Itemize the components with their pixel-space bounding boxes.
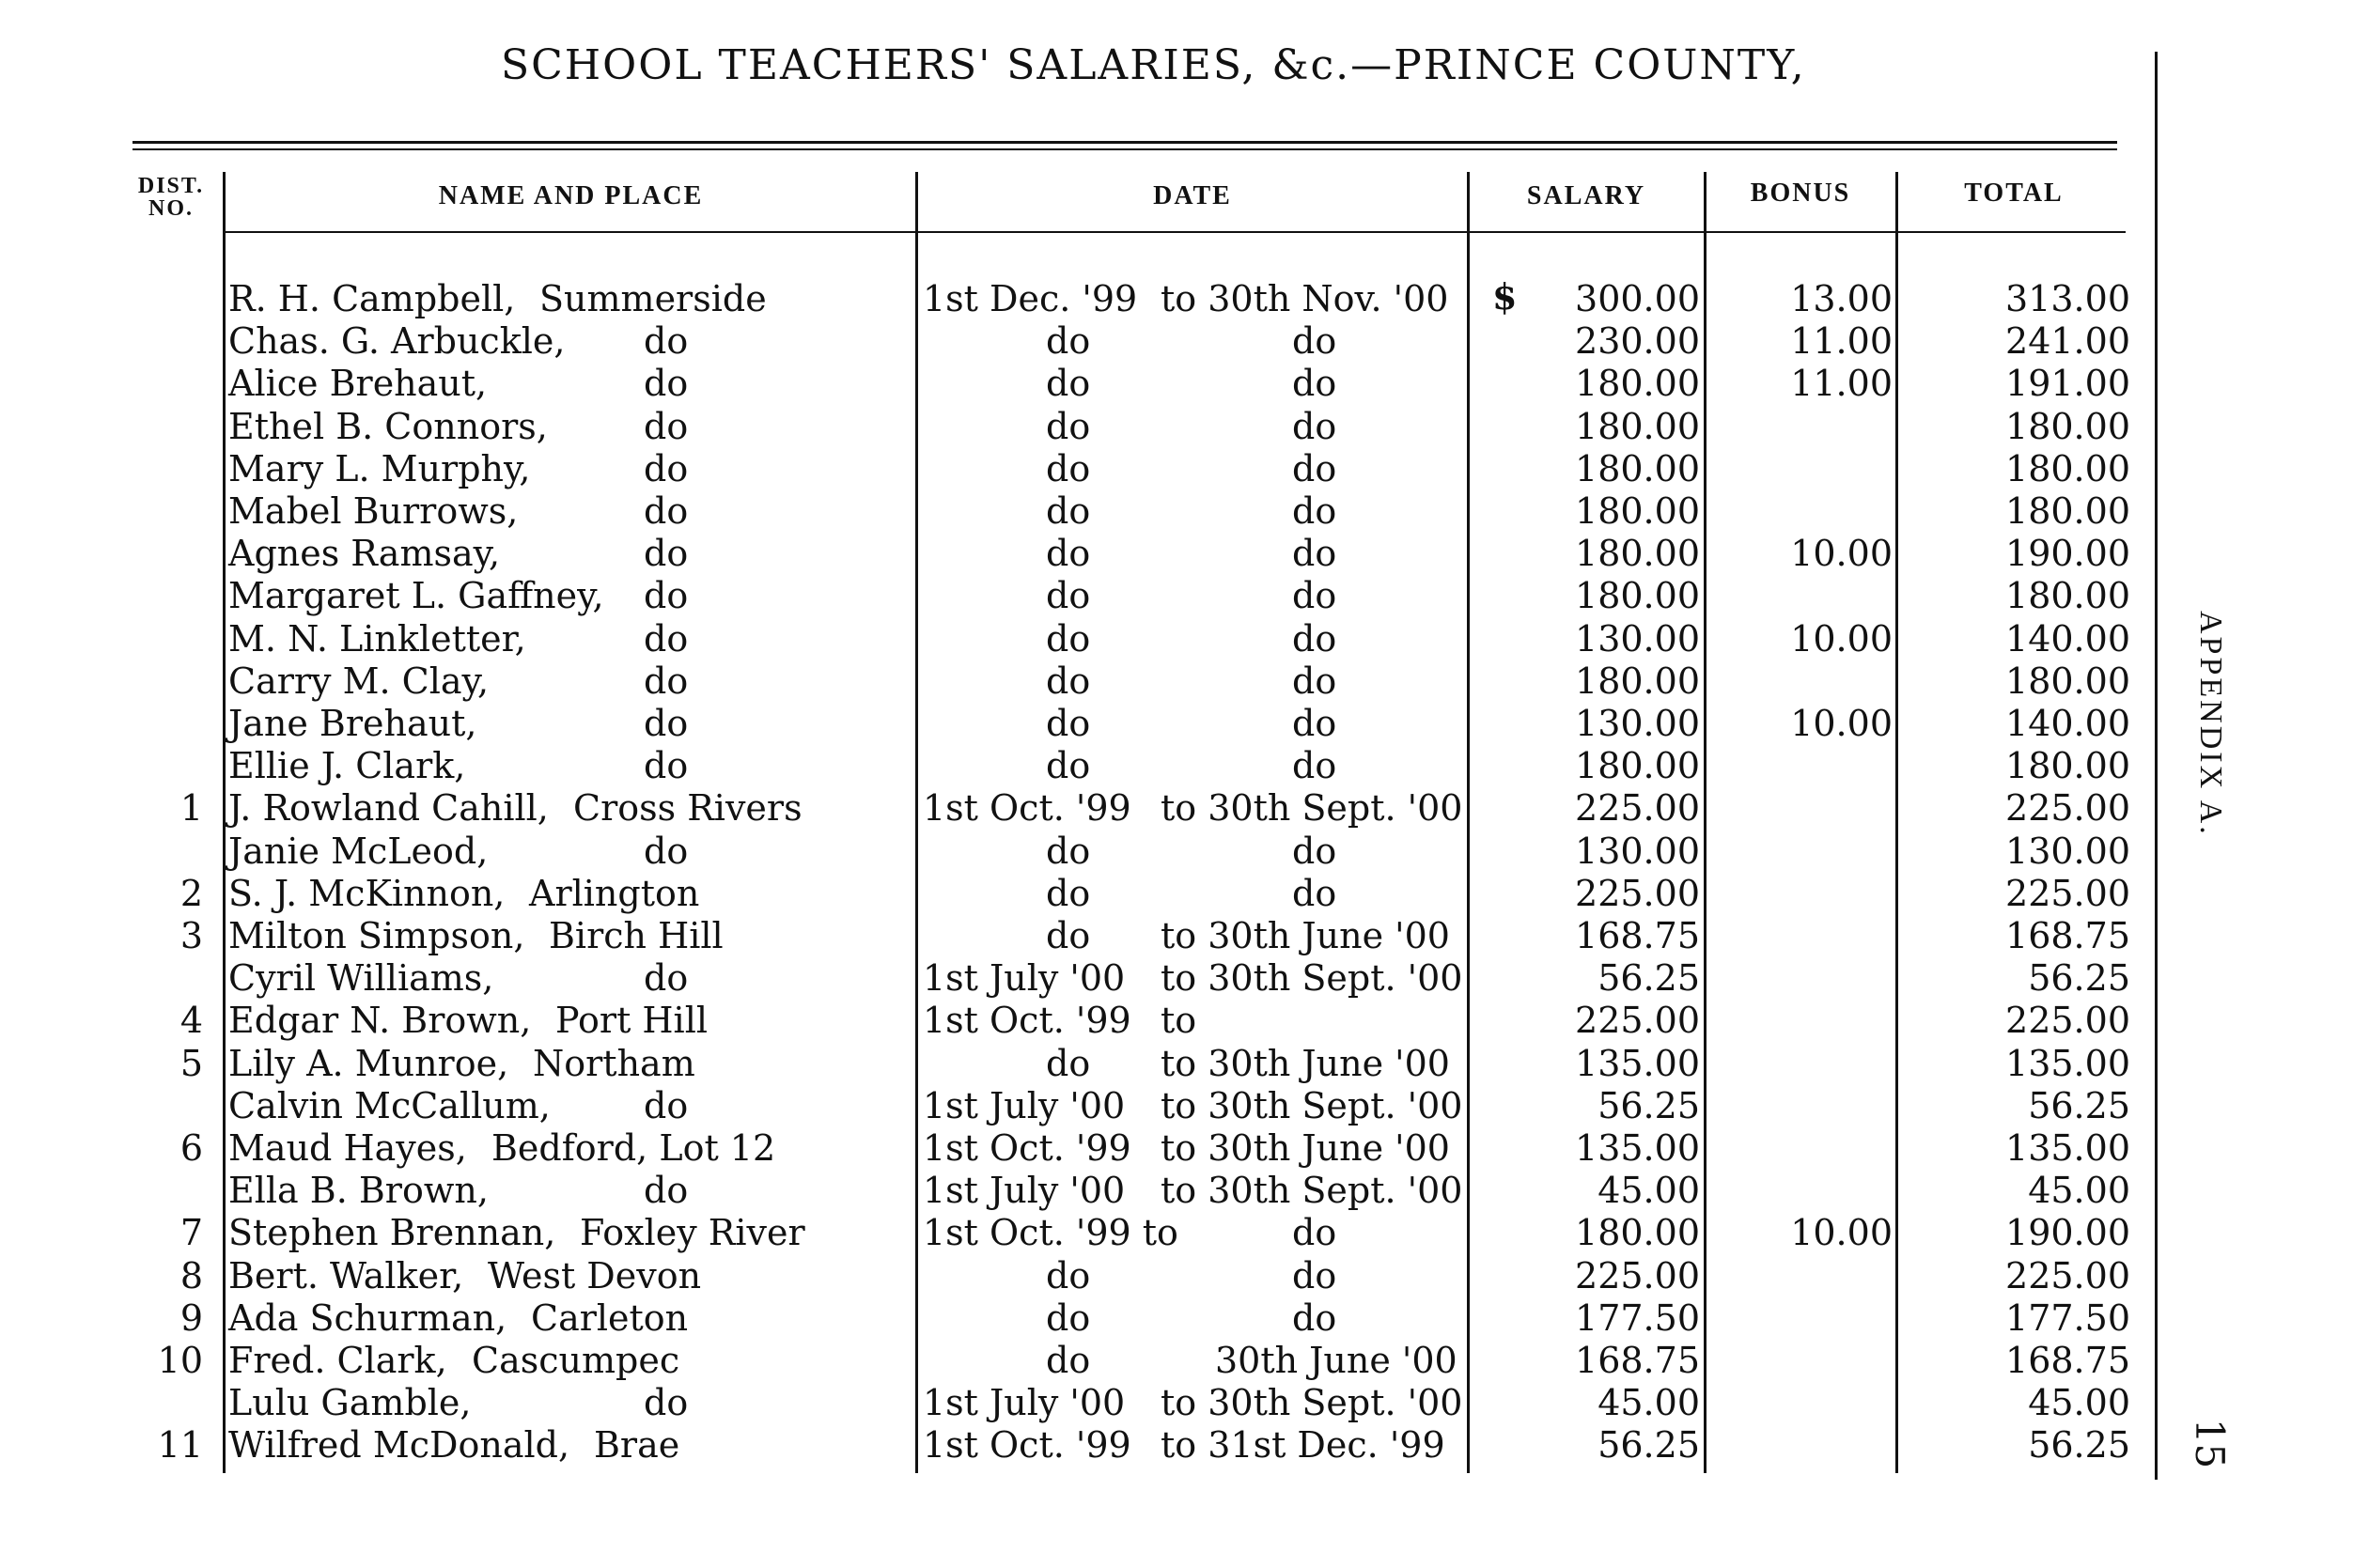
total-value: 56.25 [2028,957,2130,1000]
date-to: to 30th Sept. '00 [1161,957,1463,1000]
teacher-name: Cyril Williams, [228,957,494,1000]
total-value: 180.00 [2005,490,2130,532]
teacher-name: Ellie J. Clark, [228,745,466,787]
date-to: do [1292,617,1337,660]
total-value: 241.00 [2005,320,2130,363]
total-value: 135.00 [2005,1042,2130,1084]
table-row [0,787,2369,830]
total-value: 225.00 [2005,1254,2130,1296]
date-to: do [1292,575,1337,617]
table-row [0,1127,2369,1170]
teacher-name: Maud Hayes, [228,1127,467,1169]
total-value: 190.00 [2005,1212,2130,1254]
salary-value: 225.00 [1575,1254,1700,1296]
salary-value: 180.00 [1575,660,1700,702]
salary-value: 177.50 [1575,1296,1700,1339]
teacher-place: do [644,617,689,660]
date-to: to 30th June '00 [1161,915,1450,956]
teacher-name: M. N. Linkletter, [228,617,526,660]
table-row [0,1043,2369,1085]
table-row [0,1000,2369,1042]
dist-number: 7 [179,1212,203,1254]
teacher-name: Edgar N. Brown, [228,1000,532,1042]
teacher-place: do [644,575,689,617]
teacher-place: do [644,1170,689,1212]
teacher-name: R. H. Campbell, [228,278,516,319]
teacher-place: do [644,447,689,489]
header-rule-bottom [132,148,2117,150]
col-header-dist-text: DIST. NO. [137,174,205,221]
teacher-place: Port Hill [555,1000,709,1042]
date-to: to 30th Nov. '00 [1161,278,1449,319]
date-from: do [1046,915,1091,956]
bonus-value: 10.00 [1790,617,1893,660]
teacher-name: Margaret L. Gaffney, [228,575,604,617]
date-to: do [1292,405,1337,447]
date-to: do [1292,447,1337,489]
date-from: do [1046,1340,1091,1381]
col-header-bonus-text: BONUS [1750,179,1851,208]
table-row [0,915,2369,957]
dist-number: 4 [179,1000,203,1042]
salary-value: 300.00 [1575,278,1700,319]
salary-value: 180.00 [1575,405,1700,447]
salary-value: 56.25 [1598,957,1700,1000]
teacher-place: do [644,957,689,1000]
date-from: do [1046,745,1091,787]
teacher-place: West Devon [488,1254,702,1296]
total-value: 45.00 [2028,1170,2130,1212]
salary-value: 56.25 [1598,1084,1700,1126]
date-to: do [1292,872,1337,914]
teacher-place: Carleton [531,1296,689,1339]
salary-value: 225.00 [1575,872,1700,914]
total-value: 190.00 [2005,533,2130,575]
date-to: do [1292,830,1337,872]
currency-symbol: $ [1492,275,1518,318]
teacher-name: Ada Schurman, [228,1296,507,1339]
date-from: do [1046,872,1091,914]
total-value: 168.75 [2005,915,2130,956]
table-row [0,278,2369,320]
bonus-value: 10.00 [1790,703,1893,744]
table-row [0,703,2369,745]
table-row [0,490,2369,533]
date-from: 1st July '00 [923,1084,1126,1126]
table-row [0,1170,2369,1212]
teacher-place: do [644,533,689,575]
teacher-place: do [644,490,689,532]
bonus-value: 11.00 [1790,363,1893,405]
col-header-salary-text: SALARY [1526,181,1646,210]
date-from: do [1046,1296,1091,1339]
teacher-name: Lulu Gamble, [228,1382,472,1424]
teacher-name: Fred. Clark, [228,1340,447,1381]
teacher-name: S. J. McKinnon, [228,872,506,914]
teacher-name: Ella B. Brown, [228,1170,489,1212]
total-value: 45.00 [2028,1382,2130,1424]
teacher-place: Summerside [539,278,767,319]
teacher-place: do [644,405,689,447]
date-to: do [1292,745,1337,787]
salary-value: 135.00 [1575,1042,1700,1084]
total-value: 56.25 [2028,1084,2130,1126]
teacher-place: Bedford, Lot 12 [491,1127,776,1169]
salary-value: 230.00 [1575,320,1700,363]
teacher-name: Stephen Brennan, [228,1212,556,1254]
total-value: 180.00 [2005,745,2130,787]
total-value: 180.00 [2005,447,2130,489]
appendix-label: APPENDIX A. [2193,611,2228,837]
teacher-place: Brae [594,1424,680,1467]
dist-number: 8 [179,1254,203,1296]
col-header-salary [1469,181,1704,211]
teacher-name: Alice Brehaut, [228,363,488,405]
date-from: do [1046,1042,1091,1084]
table-row [0,660,2369,703]
teacher-name: Janie McLeod, [228,830,489,872]
date-from: do [1046,533,1091,575]
table-row [0,745,2369,787]
date-to: 30th June '00 [1215,1340,1457,1381]
teacher-name: Lily A. Munroe, [228,1042,509,1084]
date-to: to 30th Sept. '00 [1161,1170,1463,1212]
salary-value: 180.00 [1575,363,1700,405]
salary-value: 168.75 [1575,915,1700,956]
table-row [0,618,2369,660]
dist-number: 3 [179,915,203,956]
date-from: 1st Oct. '99 [923,1000,1131,1042]
date-to: do [1292,533,1337,575]
salary-value: 135.00 [1575,1127,1700,1169]
teacher-name: Agnes Ramsay, [228,533,501,575]
total-value: 180.00 [2005,405,2130,447]
total-value: 130.00 [2005,830,2130,872]
salary-value: 180.00 [1575,490,1700,532]
teacher-name: J. Rowland Cahill, [228,787,549,830]
date-from: do [1046,447,1091,489]
teacher-name: Milton Simpson, [228,915,525,956]
date-to: to 30th June '00 [1161,1127,1450,1169]
dist-number: 2 [179,872,203,914]
teacher-place: do [644,660,689,702]
total-value: 225.00 [2005,787,2130,830]
col-header-name-text: NAME AND PLACE [438,181,704,210]
teacher-place: do [644,703,689,744]
header-rule-top [132,141,2117,144]
date-from: do [1046,703,1091,744]
table-row [0,1297,2369,1340]
col-header-total [1897,179,2130,209]
date-to: do [1292,660,1337,702]
salary-value: 130.00 [1575,617,1700,660]
col-header-total-text: TOTAL [1964,179,2064,208]
col-header-bonus [1706,179,1895,209]
salary-value: 168.75 [1575,1340,1700,1381]
total-value: 135.00 [2005,1127,2130,1169]
salary-value: 180.00 [1575,575,1700,617]
teacher-name: Calvin McCallum, [228,1084,551,1126]
teacher-name: Wilfred McDonald, [228,1424,570,1467]
col-header-dist [124,175,218,220]
date-to: to [1161,1000,1197,1042]
date-from: 1st July '00 [923,1170,1126,1212]
date-from: do [1046,490,1091,532]
bonus-value: 10.00 [1790,1212,1893,1254]
table-row [0,831,2369,873]
column-header-rule [223,231,2126,233]
table-row [0,1424,2369,1467]
total-value: 140.00 [2005,617,2130,660]
teacher-place: Cascumpec [472,1340,680,1381]
date-from: 1st Oct. '99 [923,787,1131,830]
bonus-value: 11.00 [1790,320,1893,363]
date-from: 1st Dec. '99 [923,278,1138,319]
total-value: 168.75 [2005,1340,2130,1381]
date-from: 1st Oct. '99 [923,1127,1131,1169]
teacher-place: do [644,1382,689,1424]
table-row [0,1382,2369,1424]
total-value: 225.00 [2005,1000,2130,1042]
date-to: do [1292,703,1337,744]
date-to: to 31st Dec. '99 [1161,1424,1445,1467]
total-value: 180.00 [2005,660,2130,702]
table-row [0,406,2369,448]
date-to: do [1292,320,1337,363]
date-to: do [1292,1212,1337,1254]
teacher-place: do [644,745,689,787]
salary-value: 225.00 [1575,787,1700,830]
teacher-place: do [644,830,689,872]
salary-value: 130.00 [1575,830,1700,872]
teacher-name: Mary L. Murphy, [228,447,531,489]
date-from: do [1046,660,1091,702]
dist-number: 1 [179,787,203,830]
date-to: to 30th Sept. '00 [1161,787,1463,830]
date-from: do [1046,830,1091,872]
table-row [0,363,2369,405]
col-header-date [917,181,1468,211]
table-row [0,575,2369,617]
table-row [0,448,2369,490]
date-from: do [1046,1254,1091,1296]
total-value: 191.00 [2005,363,2130,405]
dist-number: 10 [157,1340,203,1381]
table-row [0,957,2369,1000]
total-value: 140.00 [2005,703,2130,744]
date-to: to 30th Sept. '00 [1161,1084,1463,1126]
date-from: 1st July '00 [923,957,1126,1000]
teacher-name: Ethel B. Connors, [228,405,548,447]
date-to: do [1292,363,1337,405]
table-row [0,1340,2369,1382]
date-from: do [1046,320,1091,363]
salary-value: 180.00 [1575,745,1700,787]
date-to: do [1292,1254,1337,1296]
teacher-name: Carry M. Clay, [228,660,490,702]
date-from: do [1046,405,1091,447]
salary-value: 45.00 [1598,1170,1700,1212]
salary-value: 180.00 [1575,447,1700,489]
table-row [0,533,2369,575]
salary-value: 45.00 [1598,1382,1700,1424]
total-value: 313.00 [2005,278,2130,319]
date-to: do [1292,490,1337,532]
bonus-value: 13.00 [1790,278,1893,319]
total-value: 225.00 [2005,872,2130,914]
dist-number: 6 [179,1127,203,1169]
table-row [0,873,2369,915]
date-from: do [1046,617,1091,660]
col-header-name [226,181,916,211]
date-from: 1st Oct. '99 to [923,1212,1178,1254]
teacher-place: Foxley River [580,1212,805,1254]
teacher-place: Arlington [529,872,700,914]
teacher-name: Jane Brehaut, [228,703,477,744]
table-row [0,320,2369,363]
dist-number: 5 [179,1042,203,1084]
table-row [0,1085,2369,1127]
teacher-place: Birch Hill [549,915,724,956]
total-value: 180.00 [2005,575,2130,617]
date-to: do [1292,1296,1337,1339]
total-value: 56.25 [2028,1424,2130,1467]
salary-value: 130.00 [1575,703,1700,744]
teacher-place: Northam [533,1042,695,1084]
bonus-value: 10.00 [1790,533,1893,575]
teacher-place: do [644,363,689,405]
salary-value: 180.00 [1575,1212,1700,1254]
dist-number: 11 [157,1424,203,1467]
teacher-name: Chas. G. Arbuckle, [228,320,566,363]
table-row [0,1212,2369,1254]
salary-value: 56.25 [1598,1424,1700,1467]
teacher-name: Mabel Burrows, [228,490,519,532]
dist-number: 9 [179,1296,203,1339]
teacher-name: Bert. Walker, [228,1254,464,1296]
date-to: to 30th June '00 [1161,1042,1450,1084]
date-from: 1st Oct. '99 [923,1424,1131,1467]
teacher-place: Cross Rivers [573,787,803,830]
teacher-place: do [644,1084,689,1126]
date-from: do [1046,575,1091,617]
salary-value: 180.00 [1575,533,1700,575]
date-to: to 30th Sept. '00 [1161,1382,1463,1424]
page-number: 15 [2187,1418,2234,1469]
date-from: 1st July '00 [923,1382,1126,1424]
teacher-place: do [644,320,689,363]
total-value: 177.50 [2005,1296,2130,1339]
table-row [0,1255,2369,1297]
date-from: do [1046,363,1091,405]
col-header-date-text: DATE [1153,181,1232,210]
salary-value: 225.00 [1575,1000,1700,1042]
page-title-text: SCHOOL TEACHERS' SALARIES, &c.—PRINCE COUNTY, [501,41,1806,89]
